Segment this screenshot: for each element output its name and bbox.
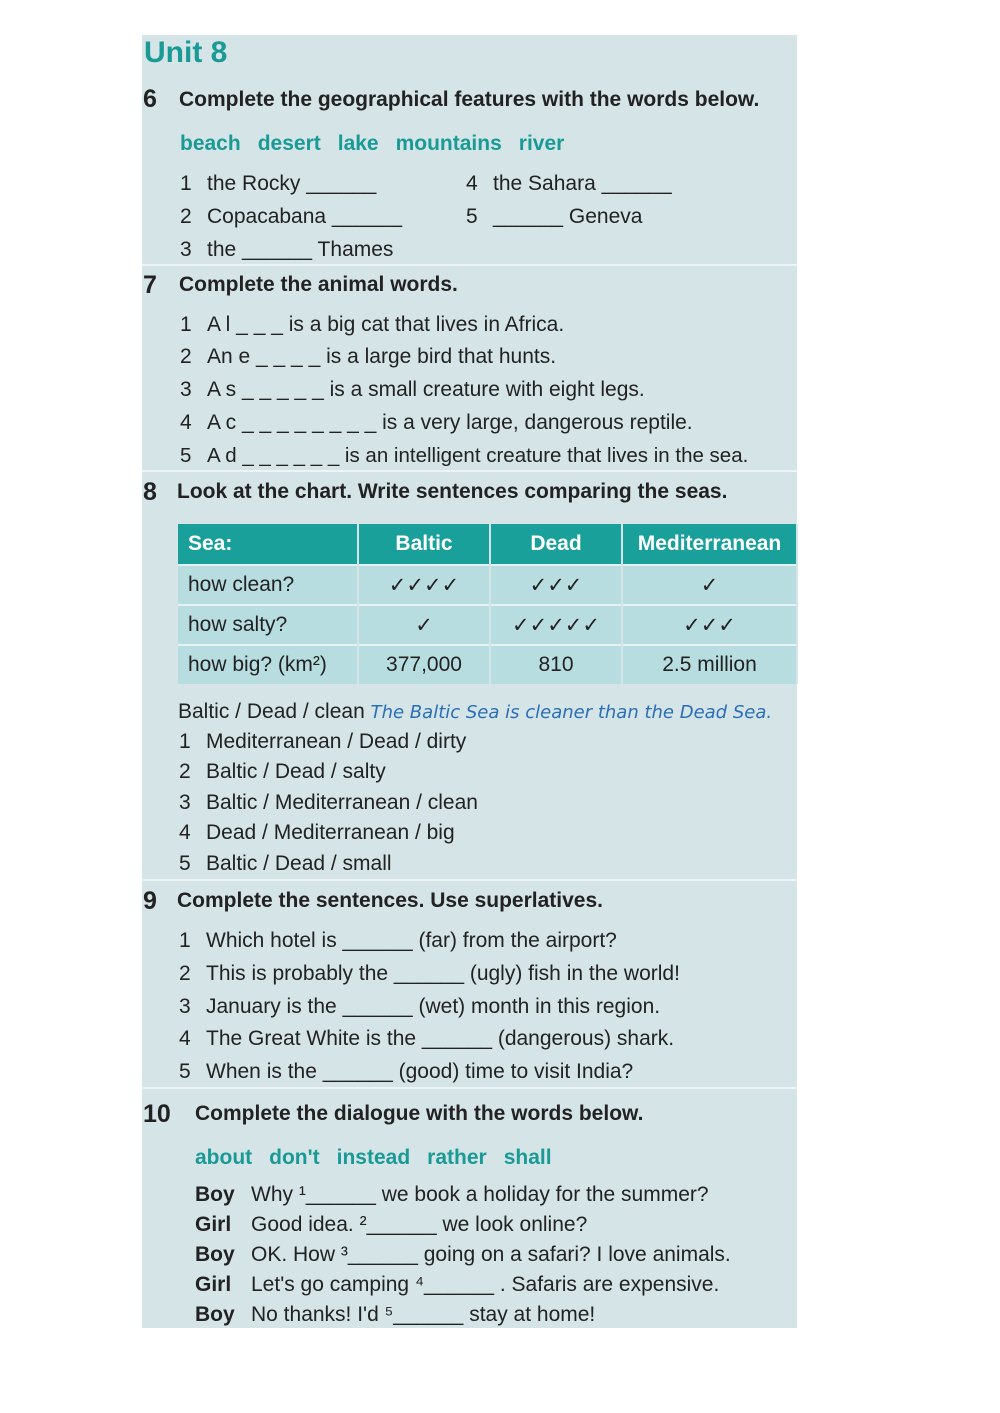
unit-title: Unit 8 (144, 36, 228, 69)
item-text: ______ Geneva (493, 205, 643, 228)
row-label: how clean? (178, 565, 358, 605)
exercise-instruction: Complete the sentences. Use superlatives. (177, 889, 603, 912)
item-text: Baltic / Dead / salty (206, 760, 386, 783)
item-text: Baltic / Mediterranean / clean (206, 791, 478, 814)
item-text: The Great White is the ______ (dangerous) shark. (206, 1027, 675, 1050)
item-text: the Sahara ______ (493, 172, 672, 195)
table-row (178, 565, 797, 605)
item-number: 2 (180, 345, 192, 368)
item-number: 3 (180, 378, 192, 401)
seas-comparison-table (178, 524, 798, 684)
exercise-instruction: Complete the dialogue with the words below. (195, 1102, 644, 1125)
exercise-item (179, 759, 386, 785)
exercise-instruction: Complete the animal words. (179, 273, 458, 296)
item-number: 1 (179, 929, 191, 952)
word: instead (336, 1146, 411, 1169)
exercise-item (466, 204, 642, 230)
exercise-item (179, 851, 392, 877)
dialogue-text: Good idea. ²______ we look online? (251, 1213, 588, 1236)
speaker: Girl (195, 1273, 232, 1296)
cell: ✓ (358, 605, 490, 645)
header-cell: Dead (490, 524, 622, 565)
item-text: Mediterranean / Dead / dirty (206, 730, 467, 753)
exercise-number: 7 (143, 271, 157, 299)
item-text: This is probably the ______ (ugly) fish in the world! (206, 962, 680, 985)
item-text: January is the ______ (wet) month in this region. (206, 995, 661, 1018)
item-text: Copacabana ______ (207, 205, 403, 228)
item-number: 2 (180, 205, 192, 228)
item-number: 5 (179, 852, 191, 875)
word: mountains (395, 132, 502, 155)
exercise-item (179, 729, 466, 755)
exercise-item (180, 237, 393, 263)
exercise-number: 6 (143, 85, 157, 113)
cell: 810 (490, 645, 622, 684)
dialogue-line (195, 1302, 595, 1328)
item-number: 5 (466, 205, 478, 228)
item-number: 2 (179, 962, 191, 985)
dialogue-line (195, 1242, 731, 1268)
dialogue-line (195, 1272, 719, 1298)
item-text: A s _ _ _ _ _ is a small creature with eight legs. (207, 378, 645, 401)
header-cell: Mediterranean (622, 524, 797, 565)
speaker: Boy (195, 1303, 235, 1326)
item-text: When is the ______ (good) time to visit India? (206, 1060, 634, 1083)
item-text: Baltic / Dead / small (206, 852, 392, 875)
table-row (178, 605, 797, 645)
exercise-number: 10 (143, 1100, 171, 1128)
example-answer: The Baltic Sea is cleaner than the Dead Sea. (370, 702, 773, 723)
item-number: 4 (180, 411, 192, 434)
item-number: 1 (179, 730, 191, 753)
speaker: Boy (195, 1183, 235, 1206)
dialogue-text: Why ¹______ we book a holiday for the summer? (251, 1183, 709, 1206)
word-bank (195, 1145, 569, 1171)
exercise-item (180, 171, 376, 197)
item-text: A c _ _ _ _ _ _ _ _ is a very large, dangerous reptile. (207, 411, 693, 434)
exercise-item (179, 820, 455, 846)
row-label: how big? (km²) (178, 645, 358, 684)
word: about (195, 1146, 253, 1169)
item-number: 4 (466, 172, 478, 195)
word: beach (180, 132, 241, 155)
row-label: how salty? (178, 605, 358, 645)
exercise-number: 8 (143, 478, 157, 506)
divider (142, 264, 797, 266)
exercise-item (180, 344, 556, 370)
exercise-item (179, 994, 660, 1020)
cell: ✓✓✓✓✓ (490, 605, 622, 645)
item-number: 5 (179, 1060, 191, 1083)
dialogue-line (195, 1212, 587, 1238)
cell: 377,000 (358, 645, 490, 684)
dialogue-text: Let's go camping ⁴______ . Safaris are expensive. (251, 1273, 720, 1296)
cell: ✓✓✓ (622, 605, 797, 645)
exercise-number: 9 (143, 887, 157, 915)
item-text: Which hotel is ______ (far) from the airport? (206, 929, 617, 952)
item-number: 5 (180, 444, 192, 467)
item-text: An e _ _ _ _ is a large bird that hunts. (207, 345, 557, 368)
item-number: 3 (179, 791, 191, 814)
item-text: Dead / Mediterranean / big (206, 821, 455, 844)
divider (142, 470, 797, 472)
header-cell: Sea: (178, 524, 358, 565)
item-text: A d _ _ _ _ _ _ is an intelligent creature that lives in the sea. (207, 444, 749, 467)
dialogue-text: No thanks! I'd ⁵______ stay at home! (251, 1303, 596, 1326)
item-number: 3 (180, 238, 192, 261)
exercise-item (180, 377, 645, 403)
item-number: 1 (180, 172, 192, 195)
item-number: 2 (179, 760, 191, 783)
word: shall (503, 1146, 552, 1169)
exercise-item (179, 1059, 633, 1085)
cell: 2.5 million (622, 645, 797, 684)
exercise-item (179, 790, 478, 816)
speaker: Girl (195, 1213, 232, 1236)
example-prompt: Baltic / Dead / clean (178, 700, 365, 723)
example-line (178, 699, 772, 726)
exercise-item (179, 961, 680, 987)
item-number: 1 (180, 313, 192, 336)
divider (142, 1087, 797, 1089)
exercise-instruction: Complete the geographical features with the words below. (179, 88, 760, 111)
item-number: 4 (179, 1027, 191, 1050)
word: river (518, 132, 565, 155)
exercise-item (180, 312, 564, 338)
cell: ✓✓✓✓ (358, 565, 490, 605)
exercise-item (179, 1026, 674, 1052)
item-text: the Rocky ______ (207, 172, 377, 195)
item-number: 3 (179, 995, 191, 1018)
item-number: 4 (179, 821, 191, 844)
word-bank (180, 131, 581, 157)
dialogue-line (195, 1182, 709, 1208)
divider (142, 879, 797, 881)
table-header-row (178, 524, 797, 565)
speaker: Boy (195, 1243, 235, 1266)
word: don't (269, 1146, 320, 1169)
exercise-item (466, 171, 672, 197)
word: rather (427, 1146, 487, 1169)
exercise-item (180, 443, 748, 469)
word: desert (257, 132, 321, 155)
dialogue-text: OK. How ³______ going on a safari? I love animals. (251, 1243, 731, 1266)
word: lake (337, 132, 379, 155)
exercise-item (180, 204, 402, 230)
table-row (178, 645, 797, 684)
exercise-instruction: Look at the chart. Write sentences comparing the seas. (177, 480, 728, 503)
exercise-item (179, 928, 617, 954)
item-text: the ______ Thames (207, 238, 394, 261)
cell: ✓ (622, 565, 797, 605)
cell: ✓✓✓ (490, 565, 622, 605)
item-text: A l _ _ _ is a big cat that lives in Africa. (207, 313, 565, 336)
exercise-item (180, 410, 693, 436)
header-cell: Baltic (358, 524, 490, 565)
